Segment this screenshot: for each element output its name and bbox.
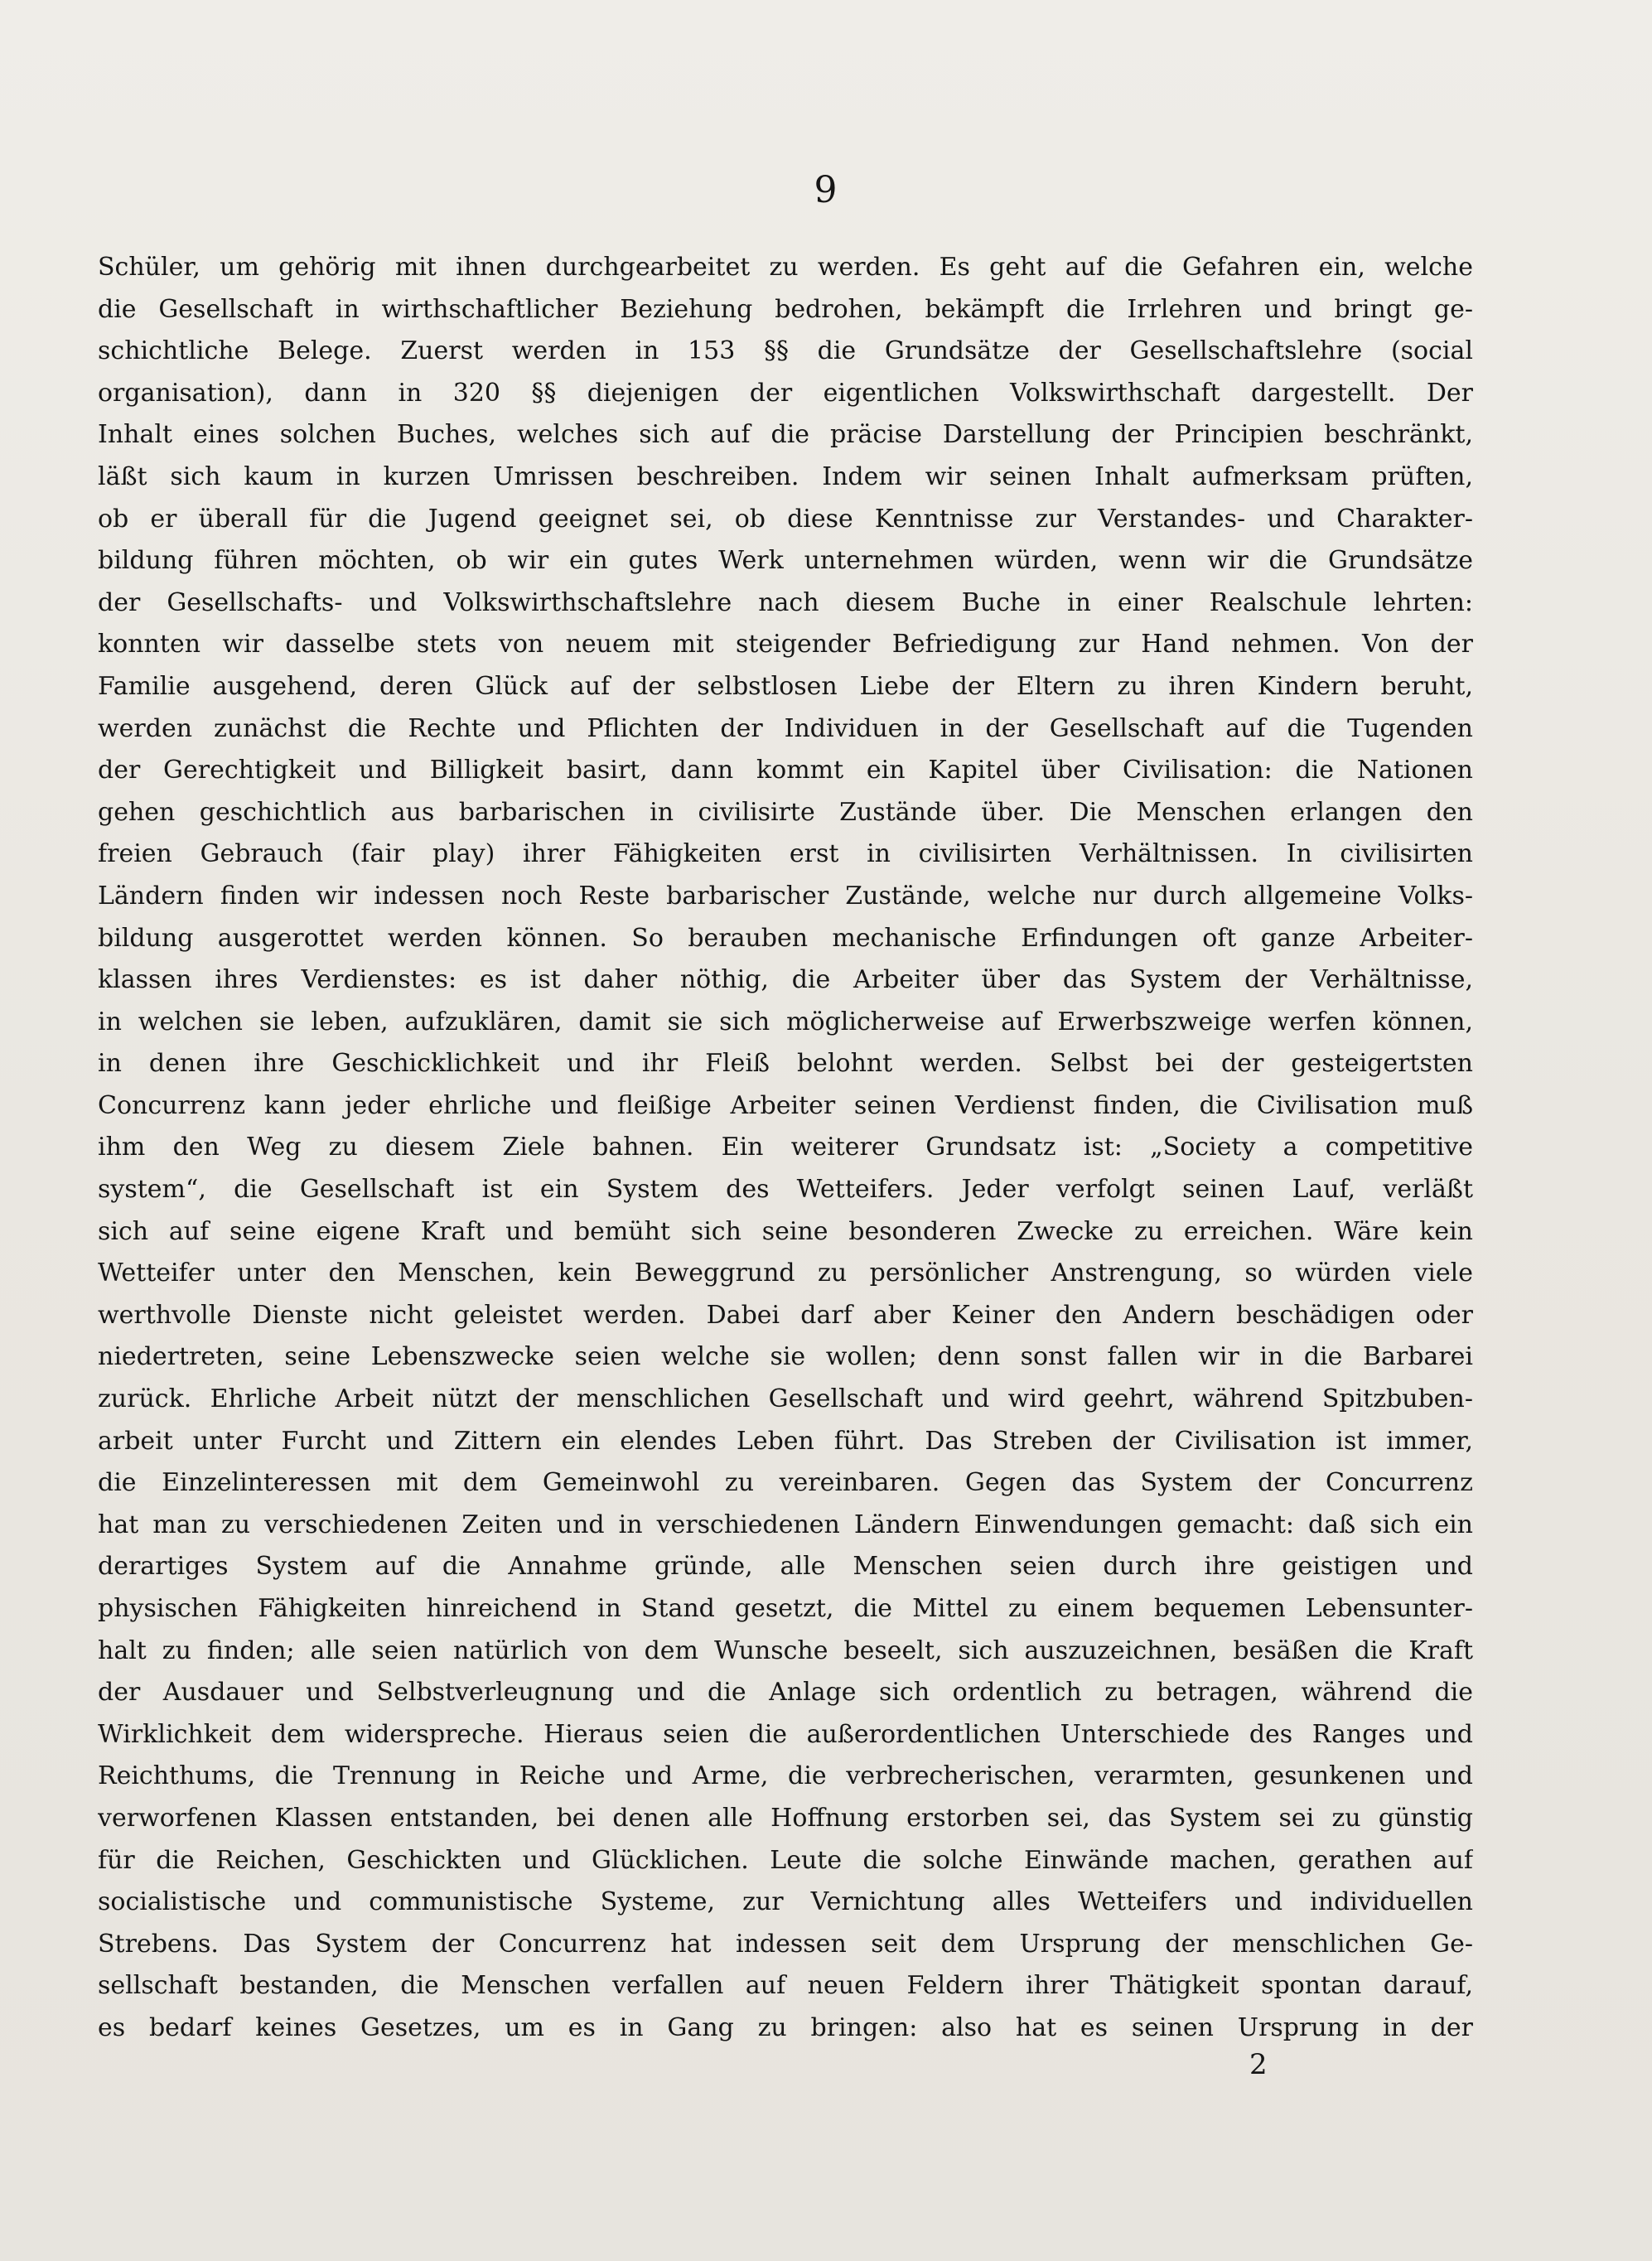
text-line: sellschaft bestanden, die Menschen verfallen auf neuen Feldern ihrer Thätigkeit spontan darauf,: [98, 1971, 1473, 2001]
text-line: Strebens. Das System der Concurrenz hat indessen seit dem Ursprung der menschlichen Ge-: [98, 1929, 1473, 1959]
text-line: verworfenen Klassen entstanden, bei denen alle Hoffnung erstorben sei, das System sei zu günstig: [98, 1803, 1473, 1833]
text-line: läßt sich kaum in kurzen Umrissen beschreiben. Indem wir seinen Inhalt aufmerksam prüften,: [98, 461, 1473, 491]
text-line: system“, die Gesellschaft ist ein System des Wetteifers. Jeder verfolgt seinen Lauf, verläßt: [98, 1175, 1473, 1205]
text-line: derartiges System auf die Annahme gründe, alle Menschen seien durch ihre geistigen und: [98, 1552, 1473, 1582]
text-line: organisation), dann in 320 §§ diejenigen der eigentlichen Volkswirthschaft dargestellt. Der: [98, 378, 1473, 408]
text-line: für die Reichen, Geschickten und Glücklichen. Leute die solche Einwände machen, gerathen auf: [98, 1845, 1473, 1875]
text-line: freien Gebrauch (fair play) ihrer Fähigkeiten erst in civilisirten Verhältnissen. In civilisirten: [98, 839, 1473, 869]
text-line: der Ausdauer und Selbstverleugnung und die Anlage sich ordentlich zu betragen, während die: [98, 1678, 1473, 1708]
text-line: hat man zu verschiedenen Zeiten und in verschiedenen Ländern Einwendungen gemacht: daß sich ein: [98, 1510, 1473, 1539]
text-line: schichtliche Belege. Zuerst werden in 153 §§ die Grundsätze der Gesellschaftslehre (social: [98, 336, 1473, 366]
text-line: Wetteifer unter den Menschen, kein Beweggrund zu persönlicher Anstrengung, so würden viele: [98, 1259, 1473, 1288]
text-line: der Gerechtigkeit und Billigkeit basirt, dann kommt ein Kapitel über Civilisation: die Nationen: [98, 756, 1473, 785]
text-line: der Gesellschafts- und Volkswirthschaftslehre nach diesem Buche in einer Realschule lehrten:: [98, 587, 1473, 617]
text-line: Ländern finden wir indessen noch Reste barbarischer Zustände, welche nur durch allgemeine Volks-: [98, 881, 1473, 911]
text-line: es bedarf keines Gesetzes, um es in Gang zu bringen: also hat es seinen Ursprung in der: [98, 2012, 1473, 2042]
text-line: werden zunächst die Rechte und Pflichten der Individuen in der Gesellschaft auf die Tugenden: [98, 713, 1473, 743]
text-line: ob er überall für die Jugend geeignet sei, ob diese Kenntnisse zur Verstandes- und Charakter-: [98, 504, 1473, 534]
page-number: 9: [814, 169, 838, 211]
text-line: bildung führen möchten, ob wir ein gutes Werk unternehmen würden, wenn wir die Grundsätze: [98, 546, 1473, 576]
text-line: Reichthums, die Trennung in Reiche und Arme, die verbrecherischen, verarmten, gesunkenen und: [98, 1761, 1473, 1791]
text-line: ihm den Weg zu diesem Ziele bahnen. Ein weiterer Grundsatz ist: „Society a competitive: [98, 1133, 1473, 1162]
text-line: socialistische und communistische Systeme, zur Vernichtung alles Wetteifers und individuellen: [98, 1887, 1473, 1917]
text-line: Schüler, um gehörig mit ihnen durchgearbeitet zu werden. Es geht auf die Gefahren ein, welche: [98, 253, 1473, 282]
text-line: halt zu finden; alle seien natürlich von dem Wunsche beseelt, sich auszuzeichnen, besäßen die Kraft: [98, 1635, 1473, 1665]
text-line: Familie ausgehend, deren Glück auf der selbstlosen Liebe der Eltern zu ihren Kindern beruht,: [98, 671, 1473, 701]
body-text: [98, 247, 1473, 2050]
text-line: die Einzelinteressen mit dem Gemeinwohl zu vereinbaren. Gegen das System der Concurrenz: [98, 1468, 1473, 1498]
text-line: Wirklichkeit dem widerspreche. Hieraus seien die außerordentlichen Unterschiede des Ranges und: [98, 1719, 1473, 1749]
text-line: bildung ausgerottet werden können. So berauben mechanische Erfindungen oft ganze Arbeiter-: [98, 923, 1473, 953]
text-line: Inhalt eines solchen Buches, welches sich auf die präcise Darstellung der Principien beschränkt,: [98, 420, 1473, 450]
text-line: klassen ihres Verdienstes: es ist daher nöthig, die Arbeiter über das System der Verhältnisse,: [98, 965, 1473, 995]
text-line: arbeit unter Furcht und Zittern ein elendes Leben führt. Das Streben der Civilisation ist immer,: [98, 1426, 1473, 1456]
text-line: niedertreten, seine Lebenszwecke seien welche sie wollen; denn sonst fallen wir in die Barbarei: [98, 1342, 1473, 1372]
signature-mark: 2: [1249, 2048, 1268, 2081]
text-line: gehen geschichtlich aus barbarischen in civilisirte Zustände über. Die Menschen erlangen den: [98, 797, 1473, 827]
text-line: sich auf seine eigene Kraft und bemüht sich seine besonderen Zwecke zu erreichen. Wäre kein: [98, 1216, 1473, 1246]
text-line: Concurrenz kann jeder ehrliche und fleißige Arbeiter seinen Verdienst finden, die Civilisation muß: [98, 1090, 1473, 1120]
text-line: werthvolle Dienste nicht geleistet werden. Dabei darf aber Keiner den Andern beschädigen oder: [98, 1300, 1473, 1330]
text-line: konnten wir dasselbe stets von neuem mit steigender Befriedigung zur Hand nehmen. Von der: [98, 630, 1473, 659]
text-line: physischen Fähigkeiten hinreichend in Stand gesetzt, die Mittel zu einem bequemen Lebensunter-: [98, 1594, 1473, 1623]
text-line: in welchen sie leben, aufzuklären, damit sie sich möglicherweise auf Erwerbszweige werfen können,: [98, 1007, 1473, 1036]
text-line: zurück. Ehrliche Arbeit nützt der menschlichen Gesellschaft und wird geehrt, während Spitzbuben-: [98, 1384, 1473, 1414]
text-line: die Gesellschaft in wirthschaftlicher Beziehung bedrohen, bekämpft die Irrlehren und bringt ge-: [98, 294, 1473, 324]
text-line: in denen ihre Geschicklichkeit und ihr Fleiß belohnt werden. Selbst bei der gesteigertsten: [98, 1049, 1473, 1079]
